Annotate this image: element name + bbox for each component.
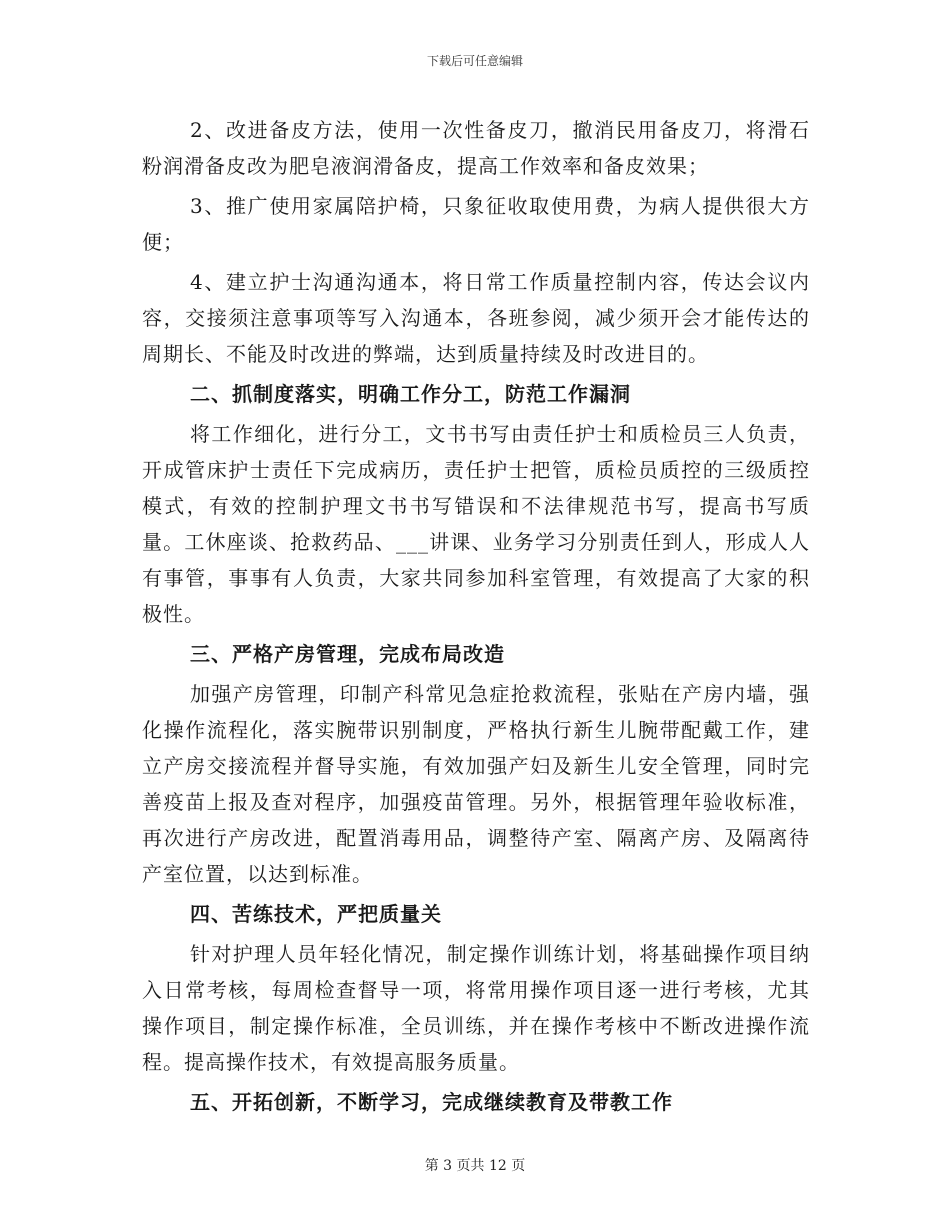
paragraph-item-4: 4、建立护士沟通沟通本，将日常工作质量控制内容，传达会议内容，交接须注意事项等写入沟通本，各班参阅，减少须开会才能传达的周期长、不能及时改进的弊端，达到质量持续及时改进目的。	[142, 270, 810, 366]
section-heading-3: 三、严格产房管理，完成布局改造	[190, 642, 505, 666]
page-header: 下载后可任意编辑	[426, 54, 523, 68]
section-body-2: 将工作细化，进行分工，文书书写由责任护士和质检员三人负责，开成管床护士责任下完成病历，责任护士把管，质检员质控的三级质控模式，有效的控制护理文书书写错误和不法律规范书写，提高书写质量。工休座谈、抢救药品、___讲课、业务学习分别责任到人，形成人人有事管，事事有人负责，大家共同参加科室管理，有效提高了大家的积极性。	[142, 422, 810, 626]
section-heading-5: 五、开拓创新，不断学习，完成继续教育及带教工作	[190, 1090, 673, 1114]
section-body-4: 针对护理人员年轻化情况，制定操作训练计划，将基础操作项目纳入日常考核，每周检查督导一项，将常用操作项目逐一进行考核，尤其操作项目，制定操作标准，全员训练，并在操作考核中不断改进操作流程。提高操作技术，有效提高服务质量。	[142, 942, 810, 1074]
paragraph-item-3: 3、推广使用家属陪护椅，只象征收取使用费，为病人提供很大方便；	[142, 194, 810, 254]
section-heading-4: 四、苦练技术，严把质量关	[190, 902, 442, 926]
paragraph-item-2: 2、改进备皮方法，使用一次性备皮刀，撤消民用备皮刀，将滑石粉润滑备皮改为肥皂液润滑备皮，提高工作效率和备皮效果；	[142, 118, 810, 178]
section-body-3: 加强产房管理，印制产科常见急症抢救流程，张贴在产房内墙，强化操作流程化，落实腕带识别制度，严格执行新生儿腕带配戴工作，建立产房交接流程并督导实施，有效加强产妇及新生儿安全管理，同时完善疫苗上报及查对程序，加强疫苗管理。另外，根据管理年验收标准，再次进行产房改进，配置消毒用品，调整待产室、隔离产房、及隔离待产室位置，以达到标准。	[142, 682, 810, 886]
document-body	[142, 112, 810, 1120]
page-footer: 第 3 页共 12 页	[424, 1158, 526, 1174]
section-heading-2: 二、抓制度落实，明确工作分工，防范工作漏洞	[190, 382, 631, 406]
